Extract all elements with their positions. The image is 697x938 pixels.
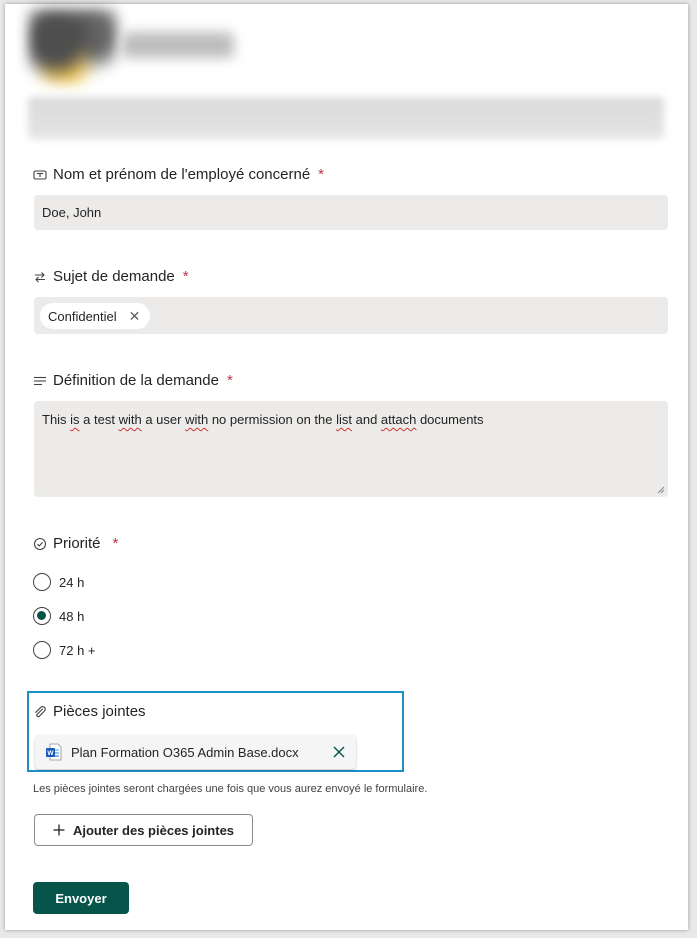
priority-option-label: 72 h +	[59, 642, 96, 658]
priority-option-label: 24 h	[59, 574, 85, 590]
priority-option-24h[interactable]	[33, 573, 84, 591]
text-field-icon	[33, 168, 47, 182]
radio-button[interactable]	[33, 573, 51, 591]
priority-option-72h[interactable]	[33, 641, 96, 659]
radio-button[interactable]	[33, 641, 51, 659]
form-logo	[28, 8, 118, 84]
word-file-icon	[45, 743, 63, 761]
question-subject-label	[33, 268, 189, 285]
spellcheck-word: attach	[380, 412, 417, 427]
spellcheck-word: is	[70, 412, 80, 427]
required-marker: *	[318, 166, 325, 183]
question-definition-text: Définition de la demande	[53, 372, 219, 389]
spellcheck-word: with	[185, 412, 209, 427]
swap-icon	[33, 270, 47, 284]
question-attachments-label	[33, 703, 146, 720]
attachments-note: Les pièces jointes seront chargées une fois que vous aurez envoyé le formulaire.	[33, 783, 428, 795]
add-attachments-button[interactable]	[34, 814, 253, 846]
text-segment: a test	[79, 412, 119, 427]
definition-textarea[interactable]	[34, 401, 668, 497]
radio-button-selected[interactable]	[33, 607, 51, 625]
check-circle-icon	[33, 537, 47, 551]
question-name-label	[33, 166, 324, 183]
text-segment: no permission on the	[208, 412, 337, 427]
question-priority-text: Priorité	[53, 535, 101, 552]
plus-icon	[53, 824, 65, 836]
name-input-value: Doe, John	[42, 205, 102, 220]
lines-icon	[33, 374, 47, 388]
subject-chip-label: Confidentiel	[48, 308, 117, 324]
svg-text:W: W	[47, 750, 54, 758]
add-attachments-label: Ajouter des pièces jointes	[72, 822, 235, 838]
text-segment: documents	[416, 412, 484, 427]
spellcheck-word: with	[118, 412, 142, 427]
name-input[interactable]	[34, 195, 668, 230]
question-name-text: Nom et prénom de l'employé concerné	[53, 166, 311, 183]
priority-option-label: 48 h	[59, 608, 85, 624]
required-marker: *	[226, 372, 233, 389]
paperclip-icon	[33, 705, 47, 719]
attached-file-name: Plan Formation O365 Admin Base.docx	[71, 744, 299, 760]
form-description-blurred	[28, 97, 664, 139]
required-marker: *	[112, 535, 119, 552]
attached-file	[35, 735, 356, 769]
question-priority-label	[33, 535, 118, 552]
subject-picker[interactable]	[34, 297, 668, 334]
question-definition-label	[33, 372, 233, 389]
close-icon[interactable]: ✕	[128, 307, 141, 324]
question-attachments-text: Pièces jointes	[53, 703, 146, 720]
definition-value	[42, 412, 484, 427]
spellcheck-word: list	[336, 412, 352, 427]
text-segment: a user	[141, 412, 186, 427]
submit-button[interactable]: Envoyer	[33, 882, 129, 914]
close-icon[interactable]	[332, 745, 346, 759]
priority-option-48h[interactable]	[33, 607, 84, 625]
question-subject-text: Sujet de demande	[53, 268, 175, 285]
form-title-blurred	[122, 32, 234, 58]
text-segment: and	[352, 412, 381, 427]
resize-handle-icon[interactable]	[657, 486, 665, 494]
text-segment: This	[42, 412, 71, 427]
required-marker: *	[182, 268, 189, 285]
subject-chip	[40, 303, 150, 329]
